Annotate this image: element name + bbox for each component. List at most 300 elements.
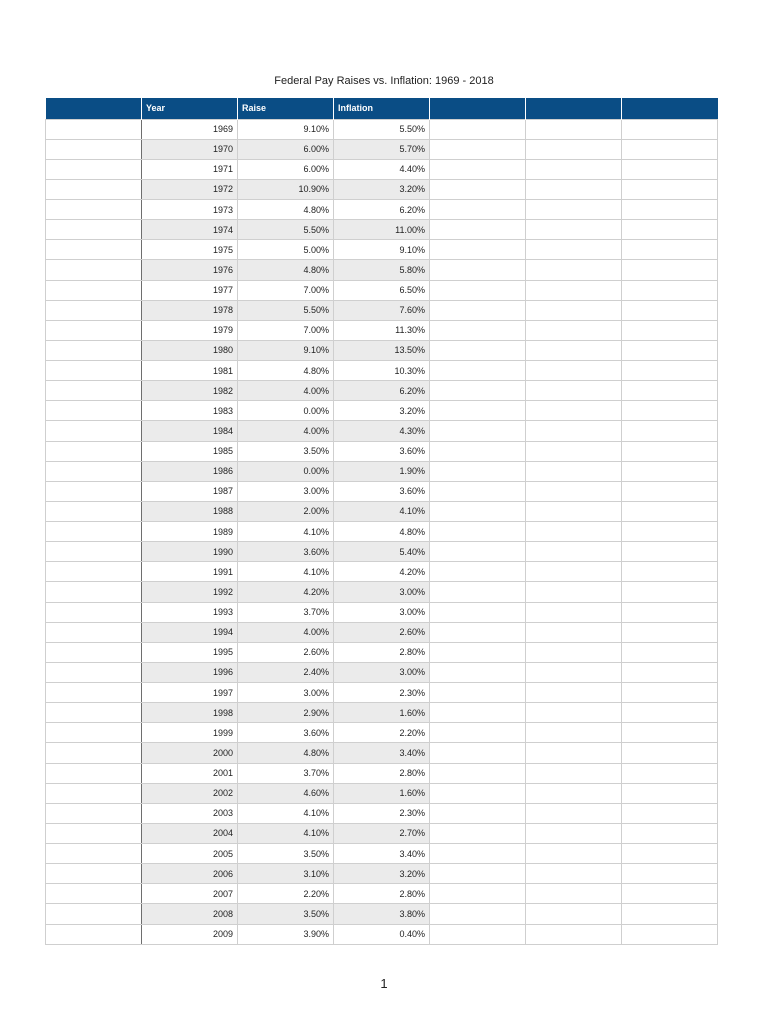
empty-cell (430, 864, 526, 884)
table-row (46, 723, 718, 743)
empty-cell (622, 683, 718, 703)
empty-cell (526, 683, 622, 703)
empty-cell (526, 924, 622, 944)
year-cell: 1972 (142, 179, 238, 199)
year-cell: 1990 (142, 542, 238, 562)
column-header-blank-left (46, 98, 142, 119)
row-blank-cell (46, 904, 142, 924)
row-blank-cell (46, 240, 142, 260)
inflation-cell: 4.20% (334, 562, 430, 582)
document-title: Federal Pay Raises vs. Inflation: 1969 - 2018 (274, 75, 494, 87)
empty-cell (622, 300, 718, 320)
column-header-blank-1 (430, 98, 526, 119)
empty-cell (430, 501, 526, 521)
inflation-cell: 9.10% (334, 240, 430, 260)
empty-cell (526, 823, 622, 843)
empty-cell (622, 844, 718, 864)
table-body (46, 119, 718, 944)
inflation-cell: 6.20% (334, 381, 430, 401)
table-row (46, 904, 718, 924)
raise-cell: 3.60% (238, 542, 334, 562)
table-row (46, 260, 718, 280)
empty-cell (526, 481, 622, 501)
year-cell: 2005 (142, 844, 238, 864)
table-row (46, 642, 718, 662)
row-blank-cell (46, 260, 142, 280)
inflation-cell: 10.30% (334, 361, 430, 381)
year-cell: 1991 (142, 562, 238, 582)
row-blank-cell (46, 421, 142, 441)
empty-cell (526, 864, 622, 884)
empty-cell (622, 743, 718, 763)
empty-cell (430, 220, 526, 240)
table-row (46, 481, 718, 501)
year-cell: 2008 (142, 904, 238, 924)
row-blank-cell (46, 300, 142, 320)
empty-cell (622, 723, 718, 743)
year-cell: 1983 (142, 401, 238, 421)
table-row (46, 743, 718, 763)
empty-cell (430, 703, 526, 723)
raise-cell: 2.00% (238, 501, 334, 521)
inflation-cell: 3.00% (334, 602, 430, 622)
empty-cell (430, 300, 526, 320)
inflation-cell: 3.40% (334, 844, 430, 864)
empty-cell (430, 481, 526, 501)
empty-cell (622, 280, 718, 300)
empty-cell (526, 522, 622, 542)
row-blank-cell (46, 783, 142, 803)
row-blank-cell (46, 200, 142, 220)
empty-cell (430, 884, 526, 904)
inflation-cell: 5.40% (334, 542, 430, 562)
row-blank-cell (46, 642, 142, 662)
empty-cell (430, 763, 526, 783)
row-blank-cell (46, 381, 142, 401)
empty-cell (526, 904, 622, 924)
raise-cell: 3.50% (238, 844, 334, 864)
row-blank-cell (46, 823, 142, 843)
inflation-cell: 2.80% (334, 884, 430, 904)
empty-cell (622, 381, 718, 401)
column-header-raise: Raise (238, 98, 334, 119)
inflation-cell: 11.30% (334, 320, 430, 340)
table-row (46, 179, 718, 199)
table-row (46, 844, 718, 864)
raise-cell: 7.00% (238, 280, 334, 300)
empty-cell (526, 421, 622, 441)
raise-cell: 9.10% (238, 340, 334, 360)
empty-cell (430, 461, 526, 481)
empty-cell (430, 159, 526, 179)
table-row (46, 864, 718, 884)
row-blank-cell (46, 441, 142, 461)
empty-cell (430, 542, 526, 562)
empty-cell (622, 119, 718, 139)
raise-cell: 3.90% (238, 924, 334, 944)
year-cell: 2007 (142, 884, 238, 904)
row-blank-cell (46, 542, 142, 562)
inflation-cell: 3.20% (334, 401, 430, 421)
empty-cell (526, 381, 622, 401)
empty-cell (430, 582, 526, 602)
table-row (46, 602, 718, 622)
year-cell: 1979 (142, 320, 238, 340)
table-row (46, 542, 718, 562)
row-blank-cell (46, 864, 142, 884)
inflation-cell: 6.20% (334, 200, 430, 220)
row-blank-cell (46, 401, 142, 421)
empty-cell (526, 783, 622, 803)
row-blank-cell (46, 723, 142, 743)
raise-cell: 2.20% (238, 884, 334, 904)
inflation-cell: 3.60% (334, 441, 430, 461)
raise-cell: 3.50% (238, 441, 334, 461)
empty-cell (526, 441, 622, 461)
raise-cell: 3.70% (238, 763, 334, 783)
column-header-blank-2 (526, 98, 622, 119)
year-cell: 2000 (142, 743, 238, 763)
inflation-cell: 4.30% (334, 421, 430, 441)
empty-cell (526, 260, 622, 280)
inflation-cell: 11.00% (334, 220, 430, 240)
empty-cell (622, 783, 718, 803)
table-row (46, 783, 718, 803)
empty-cell (622, 461, 718, 481)
inflation-cell: 3.00% (334, 582, 430, 602)
empty-cell (526, 562, 622, 582)
empty-cell (430, 381, 526, 401)
empty-cell (526, 361, 622, 381)
table-row (46, 421, 718, 441)
year-cell: 1973 (142, 200, 238, 220)
inflation-cell: 3.00% (334, 662, 430, 682)
raise-cell: 4.60% (238, 783, 334, 803)
table-row (46, 441, 718, 461)
year-cell: 1986 (142, 461, 238, 481)
empty-cell (622, 361, 718, 381)
inflation-cell: 2.70% (334, 823, 430, 843)
empty-cell (430, 844, 526, 864)
raise-cell: 3.00% (238, 683, 334, 703)
year-cell: 2004 (142, 823, 238, 843)
empty-cell (622, 260, 718, 280)
year-cell: 1977 (142, 280, 238, 300)
empty-cell (430, 179, 526, 199)
row-blank-cell (46, 884, 142, 904)
year-cell: 1976 (142, 260, 238, 280)
raise-cell: 3.00% (238, 481, 334, 501)
year-cell: 1993 (142, 602, 238, 622)
inflation-cell: 5.70% (334, 139, 430, 159)
empty-cell (622, 622, 718, 642)
empty-cell (526, 139, 622, 159)
empty-cell (526, 844, 622, 864)
inflation-cell: 3.20% (334, 864, 430, 884)
empty-cell (526, 582, 622, 602)
table-row (46, 683, 718, 703)
row-blank-cell (46, 763, 142, 783)
table-row (46, 220, 718, 240)
row-blank-cell (46, 220, 142, 240)
raise-cell: 3.60% (238, 723, 334, 743)
empty-cell (526, 542, 622, 562)
empty-cell (430, 139, 526, 159)
empty-cell (526, 743, 622, 763)
empty-cell (430, 662, 526, 682)
empty-cell (622, 441, 718, 461)
raise-cell: 0.00% (238, 461, 334, 481)
raise-cell: 9.10% (238, 119, 334, 139)
page-number: 1 (380, 976, 388, 991)
empty-cell (526, 179, 622, 199)
row-blank-cell (46, 803, 142, 823)
row-blank-cell (46, 662, 142, 682)
empty-cell (526, 320, 622, 340)
year-cell: 1989 (142, 522, 238, 542)
empty-cell (430, 723, 526, 743)
empty-cell (622, 884, 718, 904)
empty-cell (526, 703, 622, 723)
empty-cell (430, 200, 526, 220)
empty-cell (622, 763, 718, 783)
empty-cell (430, 683, 526, 703)
empty-cell (526, 280, 622, 300)
empty-cell (430, 119, 526, 139)
empty-cell (526, 200, 622, 220)
row-blank-cell (46, 481, 142, 501)
raise-cell: 4.80% (238, 361, 334, 381)
inflation-cell: 0.40% (334, 924, 430, 944)
row-blank-cell (46, 743, 142, 763)
empty-cell (622, 662, 718, 682)
year-cell: 1971 (142, 159, 238, 179)
inflation-cell: 7.60% (334, 300, 430, 320)
empty-cell (430, 803, 526, 823)
empty-cell (526, 401, 622, 421)
table-row (46, 562, 718, 582)
empty-cell (622, 340, 718, 360)
row-blank-cell (46, 924, 142, 944)
raise-cell: 4.80% (238, 200, 334, 220)
table-row (46, 340, 718, 360)
raise-cell: 3.10% (238, 864, 334, 884)
row-blank-cell (46, 501, 142, 521)
year-cell: 1992 (142, 582, 238, 602)
empty-cell (526, 803, 622, 823)
inflation-cell: 13.50% (334, 340, 430, 360)
empty-cell (526, 119, 622, 139)
empty-cell (622, 542, 718, 562)
year-cell: 1975 (142, 240, 238, 260)
empty-cell (622, 864, 718, 884)
year-cell: 2002 (142, 783, 238, 803)
empty-cell (430, 622, 526, 642)
inflation-cell: 2.20% (334, 723, 430, 743)
table-row (46, 139, 718, 159)
table-row (46, 461, 718, 481)
inflation-cell: 3.80% (334, 904, 430, 924)
empty-cell (622, 200, 718, 220)
raise-cell: 5.50% (238, 220, 334, 240)
empty-cell (430, 522, 526, 542)
empty-cell (622, 220, 718, 240)
year-cell: 1978 (142, 300, 238, 320)
raise-cell: 5.50% (238, 300, 334, 320)
year-cell: 1981 (142, 361, 238, 381)
empty-cell (526, 662, 622, 682)
empty-cell (430, 602, 526, 622)
year-cell: 2006 (142, 864, 238, 884)
inflation-cell: 4.80% (334, 522, 430, 542)
empty-cell (622, 562, 718, 582)
table-row (46, 300, 718, 320)
table-row (46, 662, 718, 682)
table-row (46, 703, 718, 723)
inflation-cell: 1.60% (334, 783, 430, 803)
empty-cell (622, 703, 718, 723)
empty-cell (430, 401, 526, 421)
empty-cell (622, 139, 718, 159)
raise-cell: 4.10% (238, 522, 334, 542)
empty-cell (622, 481, 718, 501)
raise-cell: 2.40% (238, 662, 334, 682)
raise-cell: 6.00% (238, 139, 334, 159)
year-cell: 1994 (142, 622, 238, 642)
inflation-cell: 2.60% (334, 622, 430, 642)
raise-cell: 4.80% (238, 260, 334, 280)
inflation-cell: 4.10% (334, 501, 430, 521)
empty-cell (526, 240, 622, 260)
empty-cell (622, 320, 718, 340)
table-row (46, 622, 718, 642)
column-header-year: Year (142, 98, 238, 119)
empty-cell (622, 421, 718, 441)
empty-cell (622, 240, 718, 260)
inflation-cell: 5.50% (334, 119, 430, 139)
raise-cell: 6.00% (238, 159, 334, 179)
raise-cell: 4.00% (238, 381, 334, 401)
year-cell: 1974 (142, 220, 238, 240)
column-header-inflation: Inflation (334, 98, 430, 119)
empty-cell (430, 743, 526, 763)
inflation-cell: 3.20% (334, 179, 430, 199)
empty-cell (430, 904, 526, 924)
row-blank-cell (46, 340, 142, 360)
inflation-cell: 6.50% (334, 280, 430, 300)
table-row (46, 200, 718, 220)
row-blank-cell (46, 179, 142, 199)
table-row (46, 320, 718, 340)
year-cell: 2001 (142, 763, 238, 783)
raise-cell: 3.70% (238, 602, 334, 622)
empty-cell (622, 642, 718, 662)
row-blank-cell (46, 582, 142, 602)
year-cell: 1982 (142, 381, 238, 401)
empty-cell (526, 461, 622, 481)
year-cell: 1970 (142, 139, 238, 159)
raise-cell: 4.10% (238, 823, 334, 843)
raise-cell: 4.20% (238, 582, 334, 602)
raise-cell: 4.80% (238, 743, 334, 763)
table-row (46, 401, 718, 421)
raise-cell: 0.00% (238, 401, 334, 421)
row-blank-cell (46, 461, 142, 481)
row-blank-cell (46, 139, 142, 159)
year-cell: 1999 (142, 723, 238, 743)
empty-cell (526, 884, 622, 904)
empty-cell (526, 340, 622, 360)
year-cell: 1980 (142, 340, 238, 360)
table-row (46, 280, 718, 300)
inflation-cell: 3.40% (334, 743, 430, 763)
raise-cell: 7.00% (238, 320, 334, 340)
row-blank-cell (46, 562, 142, 582)
raise-cell: 2.90% (238, 703, 334, 723)
table-row (46, 501, 718, 521)
year-cell: 1998 (142, 703, 238, 723)
table-row (46, 159, 718, 179)
year-cell: 1995 (142, 642, 238, 662)
empty-cell (430, 340, 526, 360)
table-row (46, 823, 718, 843)
empty-cell (622, 522, 718, 542)
year-cell: 2003 (142, 803, 238, 823)
empty-cell (526, 501, 622, 521)
row-blank-cell (46, 280, 142, 300)
inflation-cell: 2.30% (334, 683, 430, 703)
empty-cell (526, 723, 622, 743)
inflation-cell: 3.60% (334, 481, 430, 501)
empty-cell (622, 924, 718, 944)
row-blank-cell (46, 602, 142, 622)
empty-cell (526, 622, 622, 642)
raise-cell: 4.10% (238, 803, 334, 823)
raise-cell: 4.00% (238, 421, 334, 441)
empty-cell (430, 361, 526, 381)
empty-cell (430, 562, 526, 582)
table-row (46, 763, 718, 783)
empty-cell (526, 220, 622, 240)
empty-cell (430, 240, 526, 260)
empty-cell (430, 924, 526, 944)
inflation-cell: 2.80% (334, 763, 430, 783)
inflation-cell: 2.30% (334, 803, 430, 823)
year-cell: 1984 (142, 421, 238, 441)
empty-cell (622, 823, 718, 843)
table-header-row (46, 98, 718, 119)
raise-cell: 3.50% (238, 904, 334, 924)
year-cell: 1985 (142, 441, 238, 461)
year-cell: 2009 (142, 924, 238, 944)
table-row (46, 240, 718, 260)
empty-cell (430, 320, 526, 340)
row-blank-cell (46, 119, 142, 139)
empty-cell (622, 501, 718, 521)
empty-cell (622, 803, 718, 823)
year-cell: 1987 (142, 481, 238, 501)
empty-cell (622, 904, 718, 924)
row-blank-cell (46, 522, 142, 542)
empty-cell (622, 401, 718, 421)
data-table (45, 98, 718, 945)
row-blank-cell (46, 622, 142, 642)
table-row (46, 884, 718, 904)
row-blank-cell (46, 159, 142, 179)
table-row (46, 582, 718, 602)
empty-cell (430, 642, 526, 662)
empty-cell (622, 179, 718, 199)
